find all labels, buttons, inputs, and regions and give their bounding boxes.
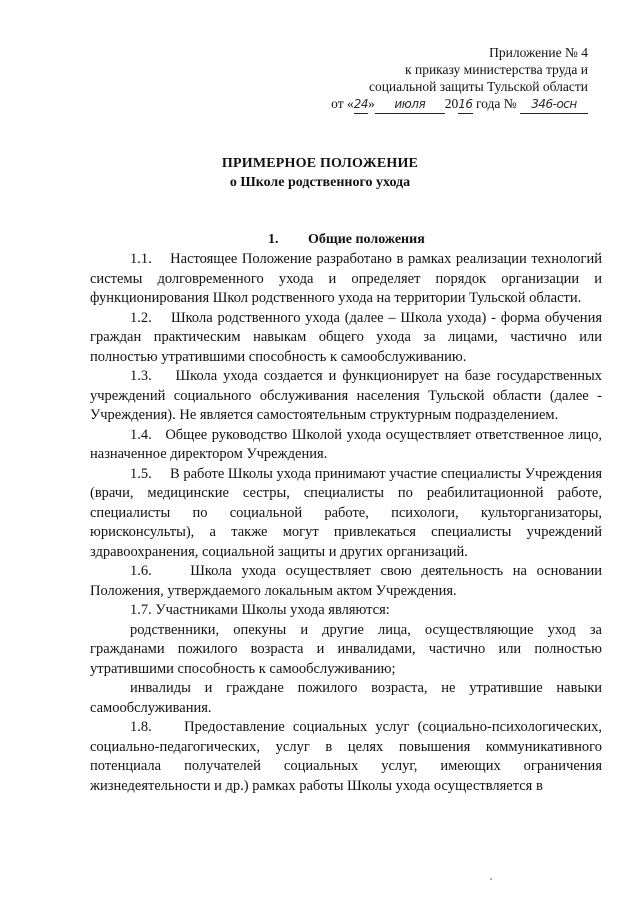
section-heading — [268, 232, 425, 248]
appendix-header — [288, 44, 588, 114]
handwritten-order-number: 346-осн — [520, 96, 588, 114]
list-item: родственники, опекуны и другие лица, осуществляющие уход за гражданами пожилого возраста и инвалидами, частично или полностью утратившими способность к самообслуживанию; — [90, 621, 602, 677]
section-number: 1. — [268, 232, 279, 247]
paragraph: 1.3. Школа ухода создается и функционирует на базе государственных учреждений социального обслуживания населения Тульской области (далее - Учреждения). Не является самостоятельным структурным подразделением. — [90, 368, 602, 423]
scan-speck — [490, 878, 492, 880]
document-body — [90, 250, 602, 796]
paragraph: 1.5. В работе Школы ухода принимают участие специалисты Учреждения (врачи, медицинские сестры, специалисты по реабилитационной работе, специалисты по социальной работе, психологи, культорганизаторы, юрисконсульты), а также могут привлекаться специалисты учреждений здравоохранения, социальной защиты и других организаций. — [90, 465, 602, 560]
paragraph: 1.1. Настоящее Положение разработано в рамках реализации технологий системы долговременного ухода и определяет порядок организации и функционирования Школ родственного ухода на территории Тульской области. — [90, 251, 602, 306]
handwritten-day: 24 — [354, 96, 368, 114]
section-title: Общие положения — [308, 232, 425, 247]
paragraph: 1.8. Предоставление социальных услуг (социально-психологических, социально-педагогических, услуг в целях повышения коммуникативного потенциала получателей социальных услуг, имеющих ограничения жизнедеятельности и др.) рамках работы Школы ухода осуществляется в — [90, 719, 602, 794]
appendix-order-ref: к приказу министерства труда и — [405, 62, 588, 77]
list-item: инвалиды и граждане пожилого возраста, не утратившие навыки самообслуживания. — [90, 680, 602, 716]
paragraph: 1.7. Участниками Школы ухода являются: — [130, 602, 390, 618]
paragraph: 1.2. Школа родственного ухода (далее – Школа ухода) - форма обучения граждан практическим навыкам общего ухода за лицами, частично или полностью утратившими способность к самообслуживанию. — [90, 309, 603, 365]
appendix-ministry: социальной защиты Тульской области — [368, 79, 588, 94]
paragraph: 1.4. Общее руководство Школой ухода осуществляет ответственное лицо, назначенное директором Учреждения. — [90, 426, 603, 462]
paragraph: 1.6. Школа ухода осуществляет свою деятельность на основании Положения, утверждаемого локальным актом Учреждения. — [90, 563, 603, 599]
appendix-number: Приложение № 4 — [489, 45, 588, 60]
handwritten-year: 16 — [458, 96, 472, 114]
document-subtitle: о Школе родственного ухода — [229, 175, 411, 190]
document-title: ПРИМЕРНОЕ ПОЛОЖЕНИЕ — [221, 156, 419, 171]
appendix-date-line: от «24» июля 2016 года № 346-осн — [288, 95, 588, 114]
handwritten-month: июля — [375, 96, 445, 114]
